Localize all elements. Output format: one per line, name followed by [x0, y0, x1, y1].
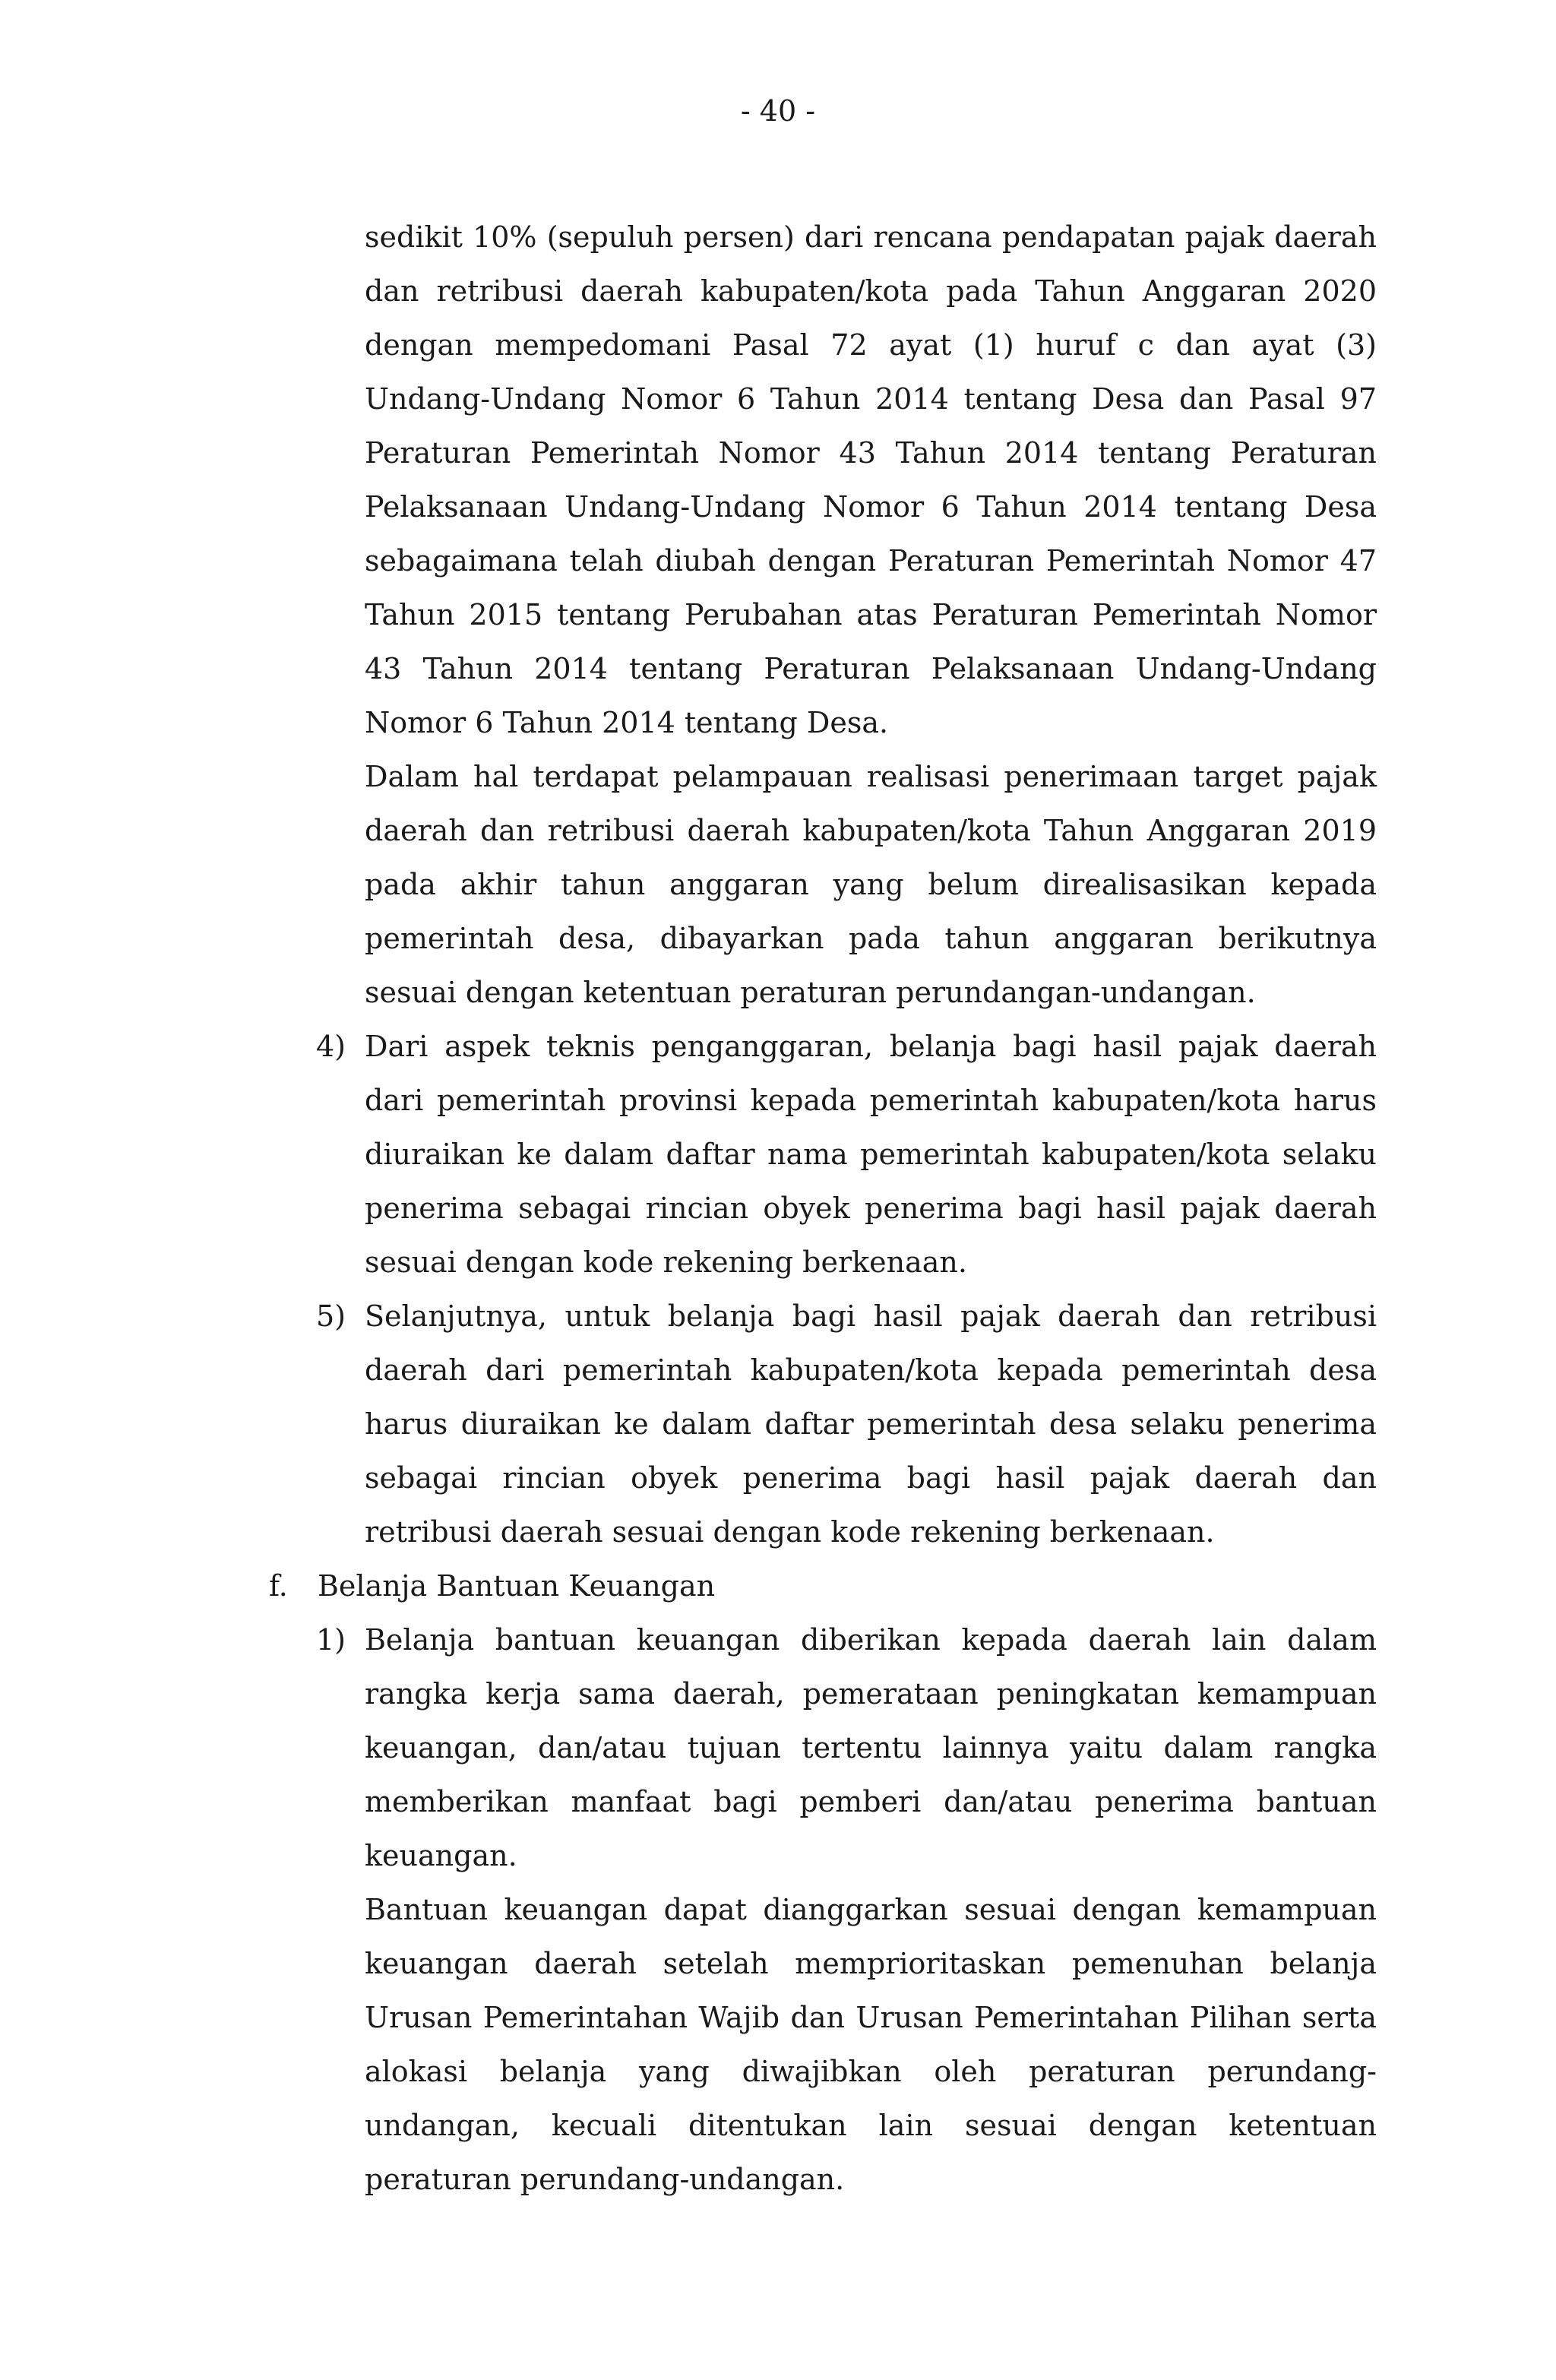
list-item-text: Dari aspek teknis penganggaran, belanja bagi hasil pajak daerah dari pemerintah provinsi kepada pemerintah kabupaten/kota harus diuraikan ke dalam daftar nama pemerintah kabupaten/kota selaku penerima sebagai rincian obyek penerima bagi hasil pajak daerah sesuai dengan kode rekening berkenaan. — [365, 1030, 1377, 1279]
list-item-5 — [316, 1290, 1377, 1559]
paragraph-continuation-1: sedikit 10% (sepuluh persen) dari rencana pendapatan pajak daerah dan retribusi daerah kabupaten/kota pada Tahun Anggaran 2020 dengan mempedomani Pasal 72 ayat (1) huruf c dan ayat (3) Undang-Undang Nomor 6 Tahun 2014 tentang Desa dan Pasal 97 Peraturan Pemerintah Nomor 43 Tahun 2014 tentang Peraturan Pelaksanaan Undang-Undang Nomor 6 Tahun 2014 tentang Desa sebagaimana telah diubah dengan Peraturan Pemerintah Nomor 47 Tahun 2015 tentang Perubahan atas Peraturan Pemerintah Nomor 43 Tahun 2014 tentang Peraturan Pelaksanaan Undang-Undang Nomor 6 Tahun 2014 tentang Desa. — [365, 220, 1377, 739]
paragraph-continuation-2: Dalam hal terdapat pelampauan realisasi penerimaan target pajak daerah dan retribusi daerah kabupaten/kota Tahun Anggaran 2019 pada akhir tahun anggaran yang belum direalisasikan kepada pemerintah desa, dibayarkan pada tahun anggaran berikutnya sesuai dengan ketentuan peraturan perundangan-undangan. — [365, 760, 1377, 1009]
list-item-text: Selanjutnya, untuk belanja bagi hasil pajak daerah dan retribusi daerah dari pemerintah kabupaten/kota kepada pemerintah desa harus diuraikan ke dalam daftar pemerintah desa selaku penerima sebagai rincian obyek penerima bagi hasil pajak daerah dan retribusi daerah sesuai dengan kode rekening berkenaan. — [365, 1299, 1377, 1549]
section-title: Belanja Bantuan Keuangan — [318, 1569, 716, 1603]
document-body — [0, 210, 1556, 2207]
section-f-item-1 — [316, 1613, 1377, 1883]
page-number: - 40 - — [740, 94, 816, 128]
list-marker: 1) — [316, 1623, 346, 1657]
section-marker: f. — [269, 1569, 288, 1603]
list-marker: 4) — [316, 1030, 346, 1063]
section-f-heading — [269, 1559, 1377, 1613]
list-item-text: Belanja bantuan keuangan diberikan kepada daerah lain dalam rangka kerja sama daerah, pemerataan peningkatan kemampuan keuangan, dan/atau tujuan tertentu lainnya yaitu dalam rangka memberikan manfaat bagi pemberi dan/atau penerima bantuan keuangan. — [365, 1623, 1377, 1872]
section-f-item-1-continuation: Bantuan keuangan dapat dianggarkan sesuai dengan kemampuan keuangan daerah setelah memprioritaskan pemenuhan belanja Urusan Pemerintahan Wajib dan Urusan Pemerintahan Pilihan serta alokasi belanja yang diwajibkan oleh peraturan perundang-undangan, kecuali ditentukan lain sesuai dengan ketentuan peraturan perundang-undangan. — [365, 1893, 1377, 2196]
list-item-4 — [316, 1020, 1377, 1290]
list-marker: 5) — [316, 1299, 346, 1333]
